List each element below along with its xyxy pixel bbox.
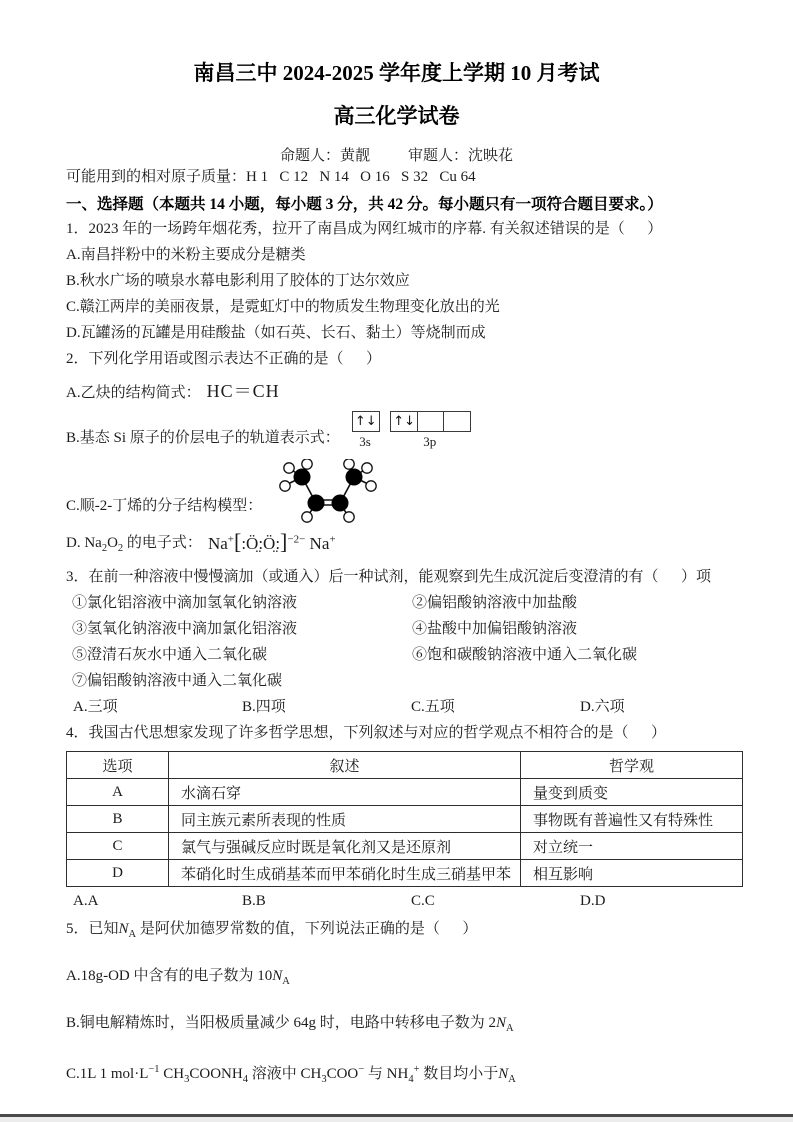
question-3-options bbox=[73, 699, 793, 716]
question-3-items-row-2 bbox=[72, 621, 793, 638]
table-header-cell: 叙述 bbox=[169, 752, 521, 779]
table-row bbox=[67, 806, 743, 833]
section-1-heading: 一、选择题（本题共 14 小题，每小题 3 分，共 42 分。每小题只有一项符合题目要求。） bbox=[66, 196, 663, 213]
table-header-cell: 哲学观 bbox=[521, 752, 743, 779]
question-5-option-b: B.铜电解精炼时，当阳极质量减少 64g 时，电路中转移电子数为 $2N_A$ bbox=[66, 1015, 514, 1034]
question-5-stem: 5．已知$N_A$ 是阿伏加德罗常数的值，下列说法正确的是（ ） bbox=[66, 921, 478, 940]
table-cell: 对立统一 bbox=[521, 833, 743, 860]
table-cell: B bbox=[67, 806, 169, 833]
table-cell: 量变到质变 bbox=[521, 779, 743, 806]
question-2-stem: 2．下列化学用语或图示表达不正确的是（ ） bbox=[66, 351, 382, 367]
item-5: ⑤澄清石灰水中通入二氧化碳 bbox=[72, 647, 268, 663]
cis-2-butene-model-icon bbox=[272, 459, 384, 523]
question-2-option-d bbox=[66, 529, 793, 555]
table-cell: 同主族元素所表现的性质 bbox=[169, 806, 521, 833]
question-3-option-b: B.四项 bbox=[242, 699, 286, 715]
question-4-stem: 4．我国古代思想家发现了许多哲学思想，下列叙述与对应的哲学观点不相符合的是（ ） bbox=[66, 725, 667, 741]
philosophy-table bbox=[66, 751, 743, 887]
table-row bbox=[67, 833, 743, 860]
table-row bbox=[67, 860, 743, 887]
question-2-option-c bbox=[66, 451, 793, 515]
question-4-option-d: D.D bbox=[580, 893, 606, 909]
question-3-items-row-3 bbox=[72, 647, 793, 664]
question-1 bbox=[0, 221, 793, 342]
table-cell: A bbox=[67, 779, 169, 806]
orbital-3s-label: 3s bbox=[359, 434, 371, 449]
item-1: ①氯化铝溶液中滴加氢氧化钠溶液 bbox=[72, 595, 298, 611]
question-5-option-a: A.18g-OD 中含有的电子数为 $10N_A$ bbox=[66, 968, 290, 987]
option-c-text: C.顺-2-丁烯的分子结构模型： bbox=[66, 498, 263, 514]
orbital-box-3s: ↑↓ bbox=[352, 411, 380, 432]
question-4-option-c: C.C bbox=[411, 893, 435, 909]
question-4-options bbox=[73, 893, 793, 910]
question-1-option-d: D.瓦罐汤的瓦罐是用硅酸盐（如石英、长石、黏土）等烧制而成 bbox=[66, 325, 486, 341]
paper-subtitle: 高三化学试卷 bbox=[333, 104, 460, 128]
table-cell: 事物既有普遍性又有特殊性 bbox=[521, 806, 743, 833]
examiner-name: 命题人：黄靓 bbox=[279, 148, 370, 164]
item-6: ⑥饱和碳酸钠溶液中通入二氧化碳 bbox=[412, 647, 638, 663]
table-cell: D bbox=[67, 860, 169, 887]
acetylene-formula: HC＝CH bbox=[206, 381, 280, 401]
question-4 bbox=[0, 725, 793, 910]
item-4: ④盐酸中加偏铝酸钠溶液 bbox=[412, 621, 578, 637]
orbital-box-3p1: ↑↓ bbox=[390, 411, 418, 432]
orbital-diagram bbox=[352, 411, 470, 449]
question-5 bbox=[0, 919, 793, 1090]
question-2-option-a bbox=[66, 377, 793, 403]
setter-info bbox=[0, 147, 793, 166]
table-cell: C bbox=[67, 833, 169, 860]
orbital-3s-boxes bbox=[352, 411, 378, 432]
page-bottom-gutter bbox=[0, 1117, 793, 1122]
question-3-option-c: C.五项 bbox=[411, 699, 455, 715]
table-cell: 氯气与强碱反应时既是氧化剂又是还原剂 bbox=[169, 833, 521, 860]
question-3-option-a: A.三项 bbox=[73, 699, 118, 715]
orbital-box-3p3 bbox=[443, 411, 471, 432]
orbital-3p-group bbox=[390, 411, 469, 449]
question-3-stem: 3．在前一种溶液中慢慢滴加（或通入）后一种试剂，能观察到先生成沉淀后变澄清的有（ ）项 bbox=[66, 569, 712, 585]
atomic-mass-note: 可能用到的相对原子质量：H 1 C 12 N 14 O 16 S 32 Cu 64 bbox=[66, 169, 476, 185]
orbital-3p-label: 3p bbox=[423, 434, 437, 449]
item-7: ⑦偏铝酸钠溶液中通入二氧化碳 bbox=[72, 673, 283, 689]
question-3 bbox=[0, 569, 793, 716]
item-2: ②偏铝酸钠溶液中加盐酸 bbox=[412, 595, 578, 611]
orbital-3s-group bbox=[352, 411, 378, 449]
exam-title: 南昌三中 2024-2025 学年度上学期 10 月考试 bbox=[193, 61, 600, 85]
orbital-box-3p2 bbox=[417, 411, 445, 432]
table-header-row bbox=[67, 752, 743, 779]
table-cell: 水滴石穿 bbox=[169, 779, 521, 806]
option-d-text: D. $Na_2O_2$ 的电子式： bbox=[66, 534, 202, 554]
item-3: ③氢氧化钠溶液中滴加氯化铝溶液 bbox=[72, 621, 298, 637]
question-1-option-b: B.秋水广场的喷泉水幕电影利用了胶体的丁达尔效应 bbox=[66, 273, 410, 289]
table-cell: 相互影响 bbox=[521, 860, 743, 887]
question-2 bbox=[0, 351, 793, 555]
orbital-3p-boxes bbox=[390, 411, 469, 432]
table-header-cell: 选项 bbox=[67, 752, 169, 779]
question-5-option-c: C.1L 1 $mol\cdot L^{-1}$ $CH_3COONH_4$ 溶液中 $CH_3COO^-$ 与 $NH_4^+$ 数目均小于$N_A$ bbox=[66, 1064, 516, 1085]
question-1-stem: 1．2023 年的一场跨年烟花秀，拉开了南昌成为网红城市的序幕. 有关叙述错误的是（ ） bbox=[66, 221, 663, 237]
table-cell: 苯硝化时生成硝基苯而甲苯硝化时生成三硝基甲苯 bbox=[169, 860, 521, 887]
question-1-option-a: A.南昌拌粉中的米粉主要成分是糖类 bbox=[66, 247, 306, 263]
option-b-text: B.基态 Si 原子的价层电子的轨道表示式： bbox=[66, 430, 340, 446]
question-3-items-row-1 bbox=[72, 595, 793, 612]
table-row bbox=[67, 779, 743, 806]
question-4-option-b: B.B bbox=[242, 893, 266, 909]
question-3-items-row-4 bbox=[72, 673, 793, 690]
reviewer-name: 审题人：沈映花 bbox=[408, 148, 514, 164]
question-2-option-b bbox=[66, 409, 793, 447]
question-4-option-a: A.A bbox=[73, 893, 99, 909]
option-a-text: A.乙炔的结构简式： bbox=[66, 385, 201, 401]
peroxide-electron-formula: Na+[:Ö̤:Ö̤:]$^{-2-}$ Na+ bbox=[207, 529, 336, 554]
question-3-option-d: D.六项 bbox=[580, 699, 625, 715]
question-1-option-c: C.赣江两岸的美丽夜景，是霓虹灯中的物质发生物理变化放出的光 bbox=[66, 299, 500, 315]
